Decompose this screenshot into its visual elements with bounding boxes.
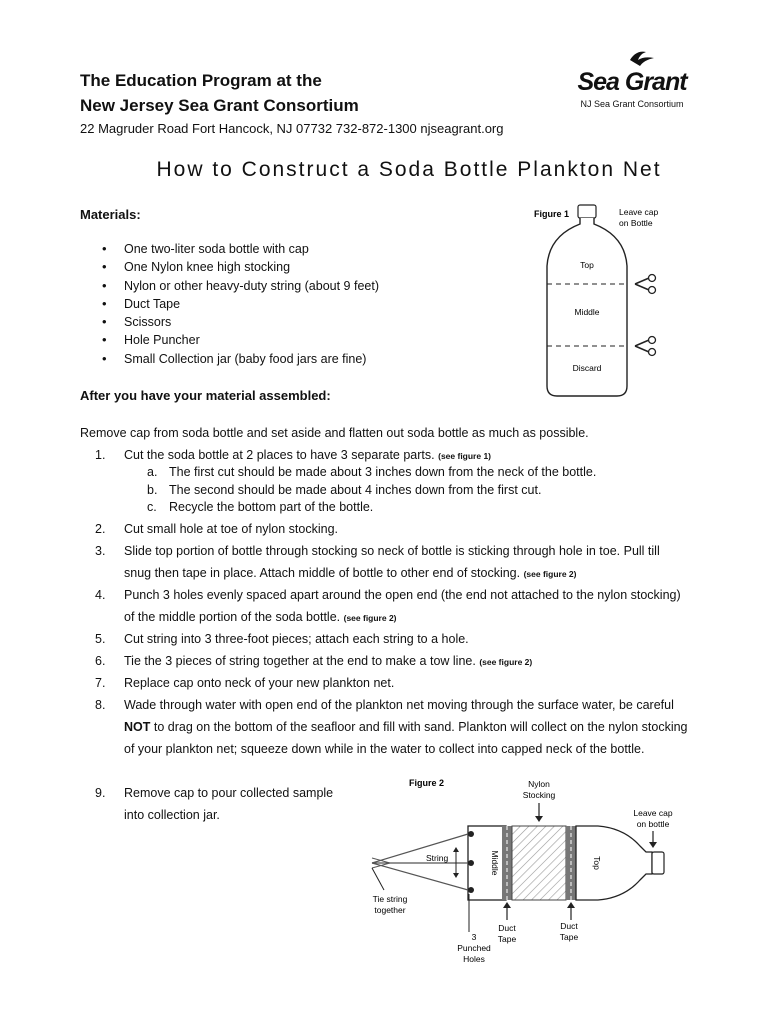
figure-ref: (see figure 1) — [438, 451, 492, 461]
figure-2-string-label: String — [426, 853, 449, 863]
scissors-icon — [635, 275, 656, 294]
figure-2-holes-label-2: Punched — [457, 943, 491, 953]
figure-1-label: Figure 1 — [534, 209, 570, 219]
step-number: 6. — [95, 654, 106, 668]
figure-2-duct-label-1a: Duct — [498, 923, 516, 933]
step-number: 7. — [95, 676, 106, 690]
string-line — [372, 834, 468, 863]
figure-2-nylon-label-1: Nylon — [528, 779, 550, 789]
step-text: Cut the soda bottle at 2 places to have 3 separate parts. — [124, 448, 435, 462]
nylon-stocking — [512, 826, 566, 900]
substep-text: The second should be made about 4 inches down from the first cut. — [169, 483, 542, 497]
figure-2-holes-label-3: Holes — [463, 954, 485, 964]
punched-hole — [468, 831, 474, 837]
figure-2 — [362, 772, 702, 972]
figure-ref: (see figure 2) — [523, 569, 577, 579]
figure-1-top-label: Top — [580, 260, 594, 270]
org-name-line1: The Education Program at the — [80, 71, 322, 90]
assembled-heading: After you have your material assembled: — [80, 388, 331, 403]
figure-1-cap-note-1: Leave cap — [619, 207, 659, 217]
figure-2-nylon-label-2: Stocking — [522, 790, 556, 800]
figure-1-middle-label: Middle — [574, 307, 600, 317]
list-item: • One Nylon knee high stocking — [124, 258, 379, 276]
figure-2-tie-label-2: together — [374, 905, 406, 915]
list-item: • Small Collection jar (baby food jars are fine) — [124, 350, 379, 368]
materials-list — [80, 240, 379, 368]
figure-1-cap-note-2: on Bottle — [619, 218, 653, 228]
list-item: • Scissors — [124, 313, 379, 331]
figure-2-cap-label-2: on bottle — [636, 819, 670, 829]
figure-2-middle-label: Middle — [490, 850, 500, 876]
logo-subtext: NJ Sea Grant Consortium — [580, 99, 684, 109]
bottle-top-section — [576, 826, 652, 900]
step-number: 3. — [95, 544, 106, 558]
substep-letter: c. — [147, 500, 157, 514]
figure-2-duct-label-1b: Tape — [497, 934, 517, 944]
materials-heading: Materials: — [80, 207, 141, 222]
bird-icon — [630, 52, 654, 66]
step-text: Wade through water with open end of the plankton net moving through the surface water, be careful — [124, 698, 674, 712]
figure-2-label: Figure 2 — [409, 778, 445, 788]
punched-hole — [468, 860, 474, 866]
page-title: How to Construct a Soda Bottle Plankton Net — [156, 158, 662, 181]
figure-1-discard-label: Discard — [572, 363, 602, 373]
substep-letter: a. — [147, 465, 158, 479]
step-number: 8. — [95, 698, 106, 712]
sea-grant-logo — [577, 48, 687, 112]
step-text: Punch 3 holes evenly spaced apart around the open end (the end not attached to the nylon stocking) of the middle portion of the soda bottle. — [124, 588, 681, 624]
figure-2-tie-label-1: Tie string — [372, 894, 408, 904]
intro-text: Remove cap from soda bottle and set aside and flatten out soda bottle as much as possible. — [80, 426, 589, 440]
list-item: • Nylon or other heavy-duty string (about 9 feet) — [124, 277, 379, 295]
step-number: 4. — [95, 588, 106, 602]
step-number: 2. — [95, 522, 106, 536]
figure-2-cap-label-1: Leave cap — [633, 808, 673, 818]
bottle-cap-icon — [652, 852, 664, 874]
punched-hole — [468, 887, 474, 893]
step-text: Remove cap to pour collected sample into collection jar. — [124, 786, 334, 822]
figure-ref: (see figure 2) — [479, 657, 533, 667]
figure-ref: (see figure 2) — [343, 613, 397, 623]
figure-2-duct-label-2b: Tape — [559, 932, 579, 942]
step-text: Cut small hole at toe of nylon stocking. — [124, 522, 339, 536]
step-text-emphasis: NOT — [124, 720, 151, 734]
step-number: 5. — [95, 632, 106, 646]
step-number: 1. — [95, 448, 106, 462]
step-number: 9. — [95, 786, 106, 800]
step-text: Slide top portion of bottle through stocking so neck of bottle is sticking through hole in toe. Pull till snug then tape in place. Attach middle of bottle to other end of stocking. — [124, 544, 660, 580]
substep-text: The first cut should be made about 3 inches down from the neck of the bottle. — [169, 465, 597, 479]
substep-letter: b. — [147, 483, 158, 497]
list-item: • Hole Puncher — [124, 331, 379, 349]
step-text: Tie the 3 pieces of string together at the end to make a tow line. — [124, 654, 476, 668]
scissors-icon — [635, 337, 656, 356]
org-address: 22 Magruder Road Fort Hancock, NJ 07732 732-872-1300 njseagrant.org — [80, 121, 504, 136]
figure-1 — [525, 200, 675, 400]
figure-2-holes-label-1: 3 — [471, 932, 477, 942]
list-item: • One two-liter soda bottle with cap — [124, 240, 379, 258]
substep-text: Recycle the bottom part of the bottle. — [169, 500, 374, 514]
bottle-cap-icon — [578, 205, 596, 218]
list-item: • Duct Tape — [124, 295, 379, 313]
figure-2-top-label: Top — [592, 856, 602, 870]
logo-text: Sea Grant — [577, 68, 687, 96]
figure-2-duct-label-2a: Duct — [560, 921, 578, 931]
step-text: Cut string into 3 three-foot pieces; attach each string to a hole. — [124, 632, 469, 646]
org-name-line2: New Jersey Sea Grant Consortium — [80, 96, 359, 115]
step-text: to drag on the bottom of the seafloor and fill with sand. Plankton will collect on the nylon stocking of your plankton net; squeeze down while in the water to collect into capped neck of the bottle. — [124, 720, 688, 756]
string-line — [372, 863, 468, 890]
step-text: Replace cap onto neck of your new plankton net. — [124, 676, 395, 690]
